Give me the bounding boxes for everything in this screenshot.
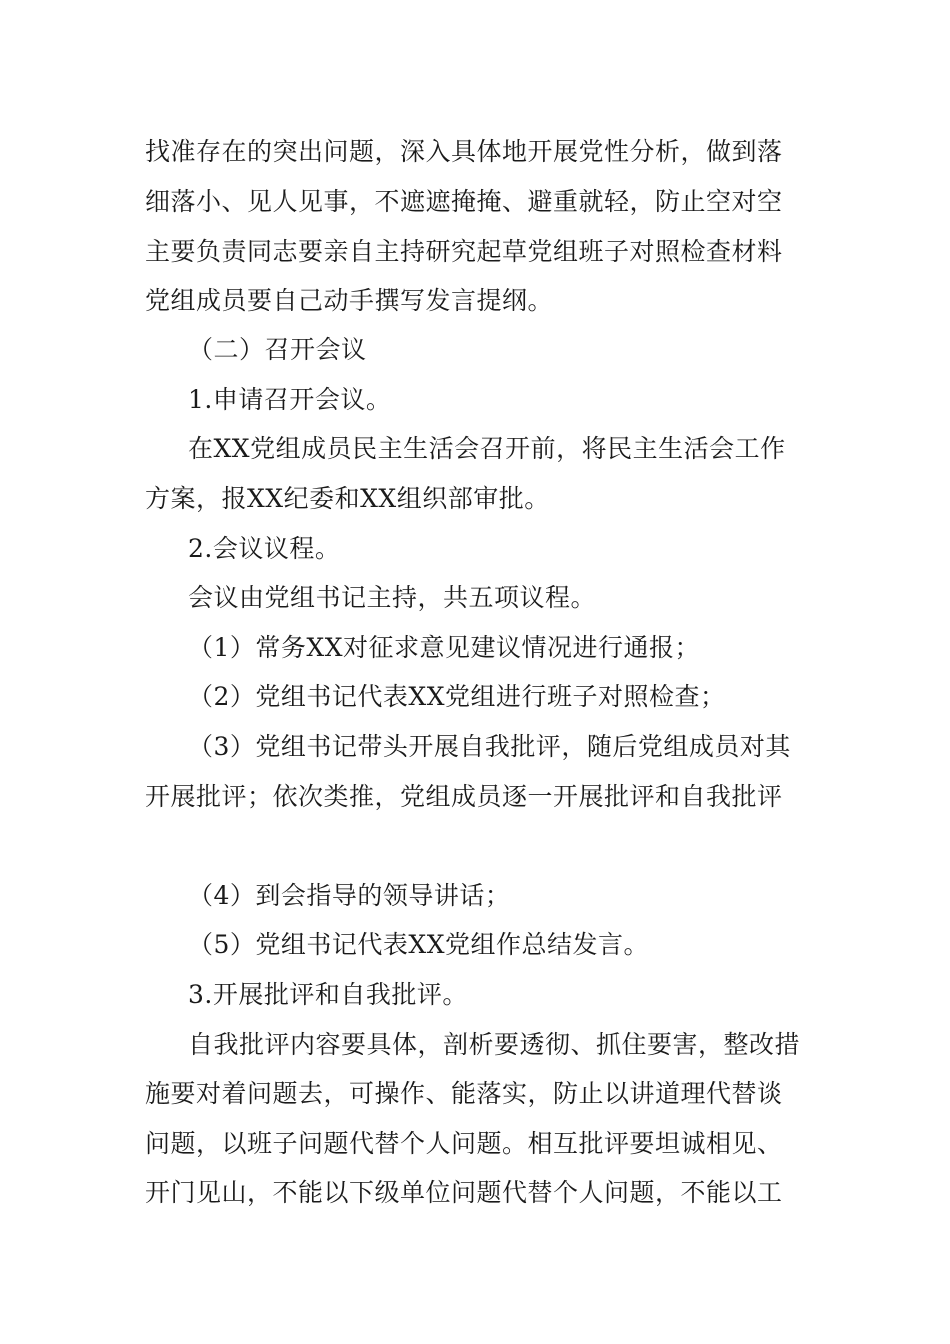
subsection-heading: 2.会议议程。 [188, 534, 341, 563]
text-line: 开展批评；依次类推，党组成员逐一开展批评和自我批评 [145, 782, 783, 811]
section-heading: （二）召开会议 [188, 335, 367, 364]
text-line: 找准存在的突出问题，深入具体地开展党性分析，做到落 [145, 137, 783, 166]
text-line: 会议由党组书记主持，共五项议程。 [188, 583, 597, 612]
subsection-heading: 3.开展批评和自我批评。 [188, 980, 468, 1009]
text-line: 在XX党组成员民主生活会召开前，将民主生活会工作 [188, 434, 786, 463]
text-line: 细落小、见人见事，不遮遮掩掩、避重就轻，防止空对空 [145, 187, 783, 216]
subsection-heading: 1.申请召开会议。 [188, 385, 392, 414]
text-line: 问题，以班子问题代替个人问题。相互批评要坦诚相见、 [145, 1129, 783, 1158]
list-item: （4）到会指导的领导讲话； [188, 881, 511, 910]
list-item: （5）党组书记代表XX党组作总结发言。 [188, 930, 650, 959]
list-item: （1）常务XX对征求意见建议情况进行通报； [188, 633, 701, 662]
list-item: （2）党组书记代表XX党组进行班子对照检查； [188, 682, 726, 711]
text-line: 方案，报XX纪委和XX组织部审批。 [145, 484, 550, 513]
text-line: 主要负责同志要亲自主持研究起草党组班子对照检查材料 [145, 237, 783, 266]
text-line: 党组成员要自己动手撰写发言提纲。 [145, 286, 554, 315]
text-line: 施要对着问题去，可操作、能落实，防止以讲道理代替谈 [145, 1079, 783, 1108]
text-line: 开门见山，不能以下级单位问题代替个人问题，不能以工 [145, 1178, 783, 1207]
text-line: 自我批评内容要具体，剖析要透彻、抓住要害，整改措 [188, 1030, 801, 1059]
list-item: （3）党组书记带头开展自我批评，随后党组成员对其 [188, 732, 791, 761]
